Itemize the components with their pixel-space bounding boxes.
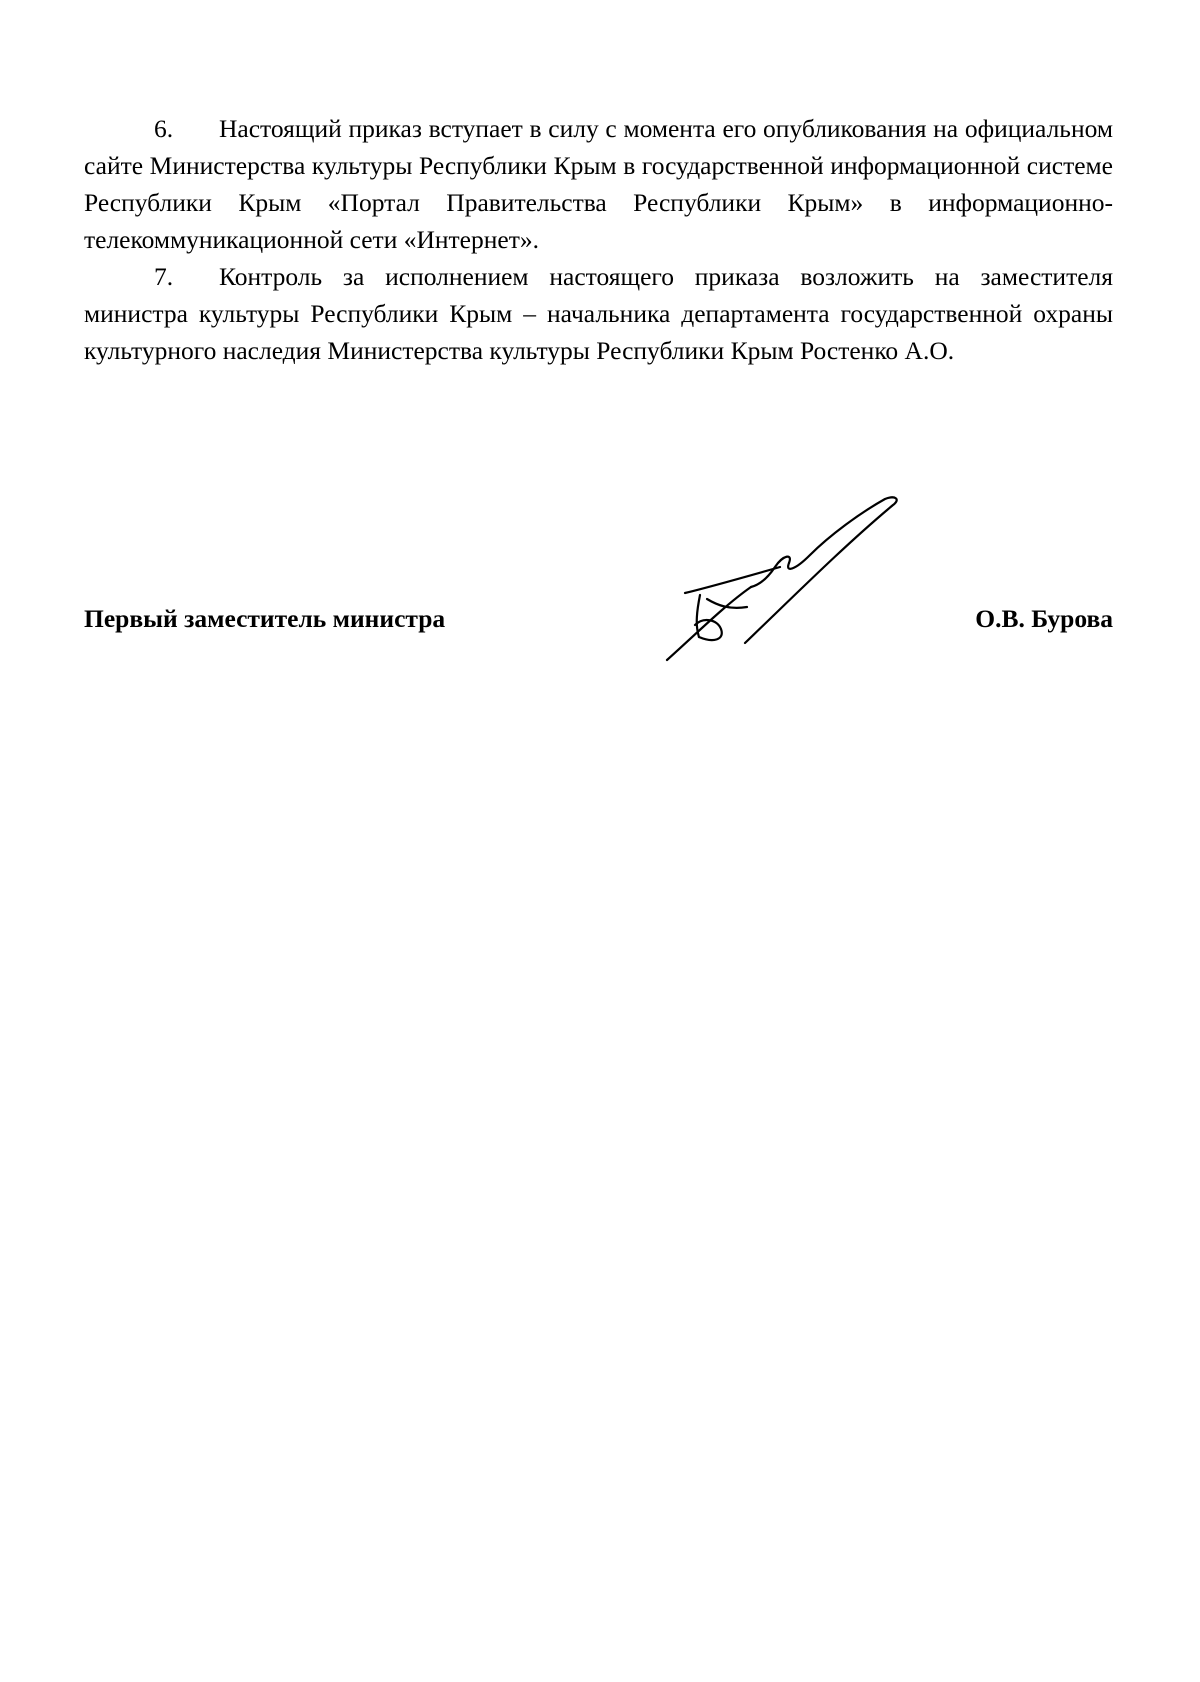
paragraph-number: 7. <box>154 262 174 291</box>
signatory-title: Первый заместитель министра <box>84 604 446 633</box>
paragraph-7 <box>84 258 1113 369</box>
signatory-name: О.В. Бурова <box>975 604 1113 633</box>
paragraph-6 <box>84 110 1113 258</box>
paragraph-text: Контроль за исполнением настоящего приказа возложить на заместителя министра культуры Республики Крым – начальника департамента государственной охраны культурного наследия Министерства культуры Республики Крым Ростенко А.О. <box>84 262 1113 365</box>
paragraph-number: 6. <box>154 114 174 143</box>
signature-block <box>84 600 1113 640</box>
document-body <box>84 110 1113 369</box>
paragraph-text: Настоящий приказ вступает в силу с момента его опубликования на официальном сайте Министерства культуры Республики Крым в государственной информационной системе Республики Крым «Портал Правительства Республики Крым» в информационно-телекоммуникационной сети «Интернет». <box>84 114 1113 254</box>
